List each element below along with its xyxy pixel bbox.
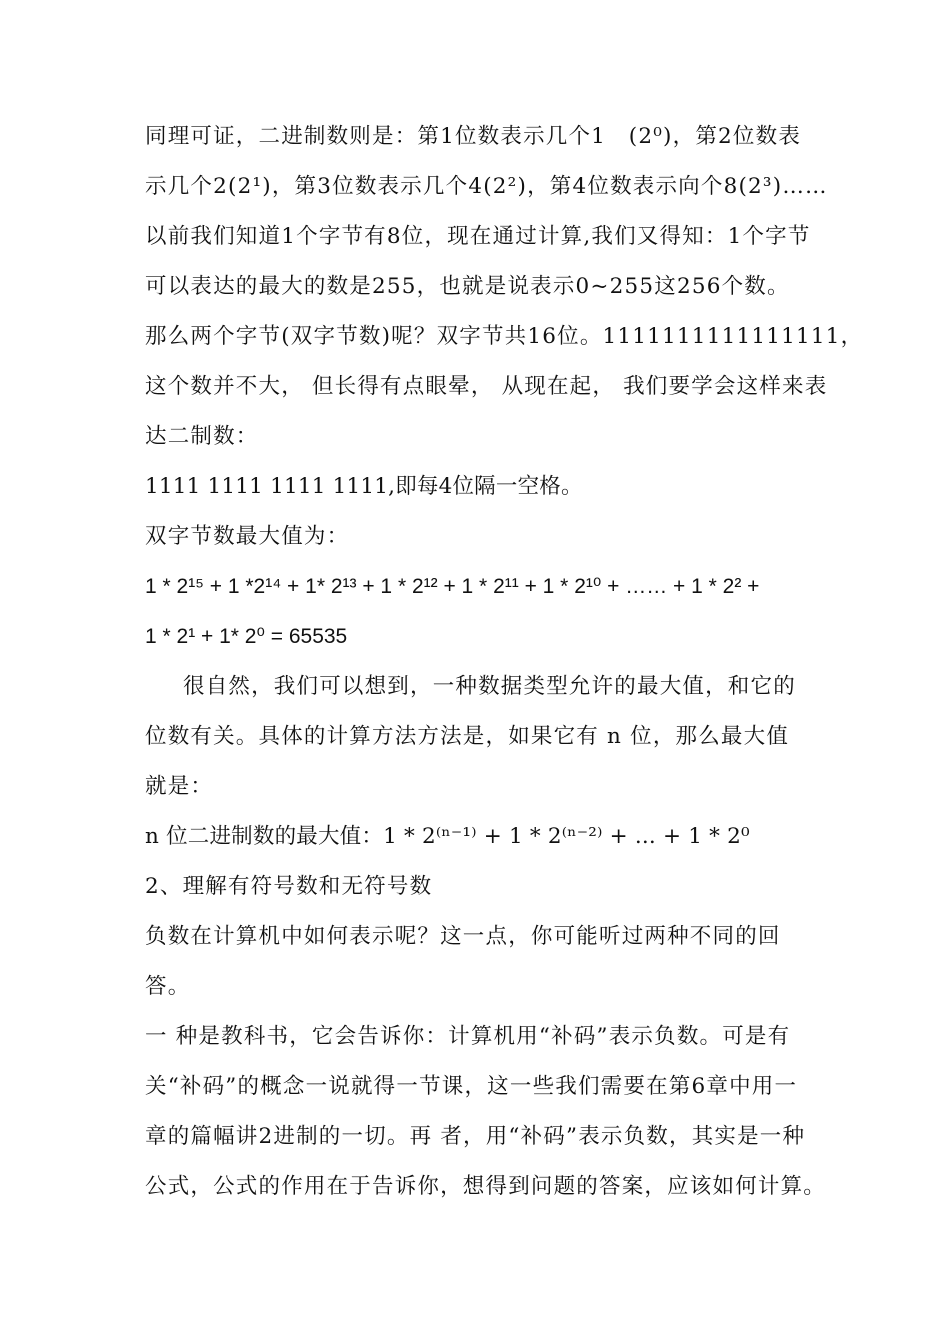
text-line: 同理可证，二进制数则是：第1位数表示几个1 (2⁰)，第2位数表 xyxy=(145,124,802,149)
section-heading: 2、理解有符号数和无符号数 xyxy=(145,874,433,899)
text-line: 这个数并不大， 但长得有点眼晕， 从现在起， 我们要学会这样来表 xyxy=(145,374,828,399)
text-line: 负数在计算机中如何表示呢？这一点，你可能听过两种不同的回 xyxy=(145,924,781,949)
text-line: 就是： xyxy=(145,774,214,799)
text-line: 以前我们知道1个字节有8位，现在通过计算,我们又得知：1个字节 xyxy=(145,224,811,249)
formula-line: n 位二进制数的最大值：1 * 2⁽ⁿ⁻¹⁾ + 1 * 2⁽ⁿ⁻²⁾ + ... + 1 * 2⁰ xyxy=(145,824,750,849)
text-line: 双字节数最大值为： xyxy=(145,524,350,549)
text-line: 一 种是教科书，它会告诉你：计算机用“补码”表示负数。可是有 xyxy=(145,1024,791,1049)
text-line: 公式，公式的作用在于告诉你，想得到问题的答案，应该如何计算。 xyxy=(145,1174,827,1199)
text-line: 可以表达的最大的数是255，也就是说表示0~255这256个数。 xyxy=(145,274,790,299)
equation-line: 1 * 2¹ + 1* 2⁰ = 65535 xyxy=(145,625,348,648)
text-line: 那么两个字节(双字节数)呢？双字节共16位。1111111111111111， xyxy=(145,324,864,349)
text-line: 关“补码”的概念一说就得一节课，这一些我们需要在第6章中用一 xyxy=(145,1074,798,1099)
text-line: 示几个2(2¹)，第3位数表示几个4(2²)，第4位数表示向个8(2³)…… xyxy=(145,174,828,199)
text-line: 章的篇幅讲2进制的一切。再 者，用“补码”表示负数，其实是一种 xyxy=(145,1124,806,1149)
equation-line: 1 * 2¹⁵ + 1 *2¹⁴ + 1* 2¹³ + 1 * 2¹² + 1 * 2¹¹ + 1 * 2¹⁰ + …… + 1 * 2² + xyxy=(145,575,760,598)
text-line: 达二制数： xyxy=(145,424,259,449)
text-line: 位数有关。具体的计算方法方法是，如果它有 n 位，那么最大值 xyxy=(145,724,790,749)
paragraph-line: 很自然，我们可以想到，一种数据类型允许的最大值，和它的 xyxy=(183,674,796,699)
text-line: 答。 xyxy=(145,974,191,999)
text-line: 1111 1111 1111 1111,即每4位隔一空格。 xyxy=(145,474,583,499)
document-page xyxy=(145,112,864,1212)
